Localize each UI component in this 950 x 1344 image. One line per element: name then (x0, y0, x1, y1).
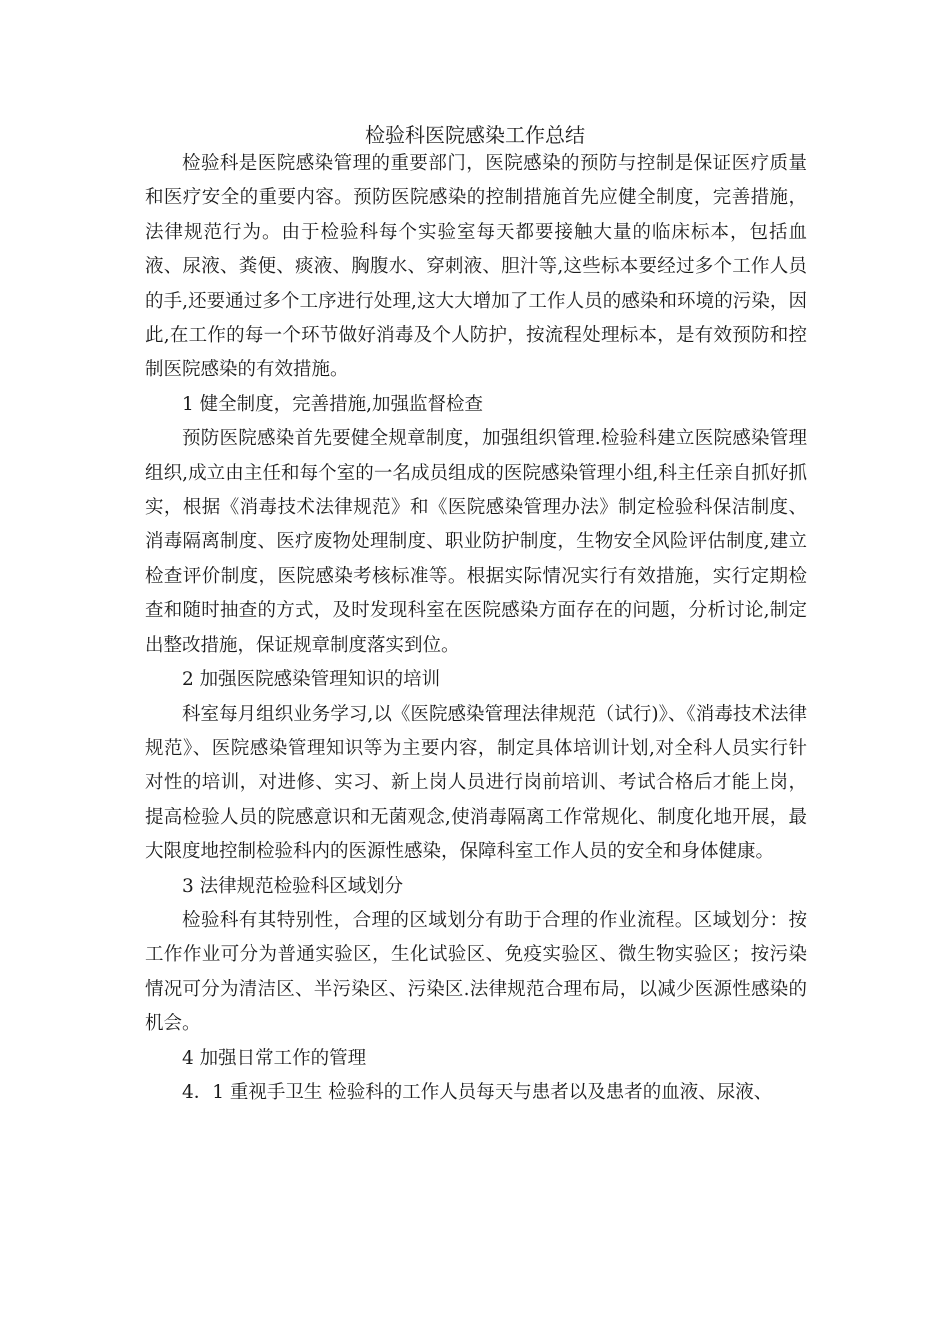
section-heading-3: 3 法律规范检验科区域划分 (182, 875, 404, 897)
document-title: 检验科医院感染工作总结 (365, 123, 585, 147)
section-heading-2: 2 加强医院感染管理知识的培训 (182, 669, 441, 691)
paragraph-intro: 检验科是医院感染管理的重要部门，医院感染的预防与控制是保证医疗质量和医疗安全的重要内容。预防医院感染的控制措施首先应健全制度，完善措施，法律规范行为。由于检验科每个实验室每天都要接触大量的临床标本，包括血液、尿液、粪便、痰液、胸腹水、穿刺液、胆汁等,这些标本要经过多个工作人员的手,还要通过多个工序进行处理,这大大增加了工作人员的感染和环境的污染，因此,在工作的每一个环节做好消毒及个人防护，按流程处理标本，是有效预防和控制医院感染的有效措施。 (145, 153, 807, 381)
paragraph-section-4-1: 4．1 重视手卫生 检验科的工作人员每天与患者以及患者的血液、尿液、 (182, 1081, 773, 1103)
paragraph-section-1: 预防医院感染首先要健全规章制度，加强组织管理.检验科建立医院感染管理组织,成立由主任和每个室的一名成员组成的医院感染管理小组,科主任亲自抓好抓实，根据《消毒技术法律规范》和《医院感染管理办法》制定检验科保洁制度、消毒隔离制度、医疗废物处理制度、职业防护制度，生物安全风险评估制度,建立检查评价制度，医院感染考核标准等。根据实际情况实行有效措施，实行定期检查和随时抽查的方式，及时发现科室在医院感染方面存在的问题，分析讨论,制定出整改措施，保证规章制度落实到位。 (145, 428, 807, 656)
document-body (145, 147, 807, 1110)
section-heading-1: 1 健全制度，完善措施,加强监督检查 (182, 393, 484, 415)
paragraph-section-3: 检验科有其特别性，合理的区域划分有助于合理的作业流程。区域划分：按工作作业可分为普通实验区，生化试验区、免疫实验区、微生物实验区；按污染情况可分为清洁区、半污染区、污染区.法律规范合理布局，以减少医源性感染的机会。 (145, 909, 807, 1035)
paragraph-section-2: 科室每月组织业务学习,以《医院感染管理法律规范（试行)》、《消毒技术法律规范》、医院感染管理知识等为主要内容，制定具体培训计划,对全科人员实行针对性的培训，对进修、实习、新上岗人员进行岗前培训、考试合格后才能上岗，提高检验人员的院感意识和无菌观念,使消毒隔离工作常规化、制度化地开展，最大限度地控制检验科内的医源性感染，保障科室工作人员的安全和身体健康。 (145, 703, 807, 863)
section-heading-4: 4 加强日常工作的管理 (182, 1047, 367, 1069)
